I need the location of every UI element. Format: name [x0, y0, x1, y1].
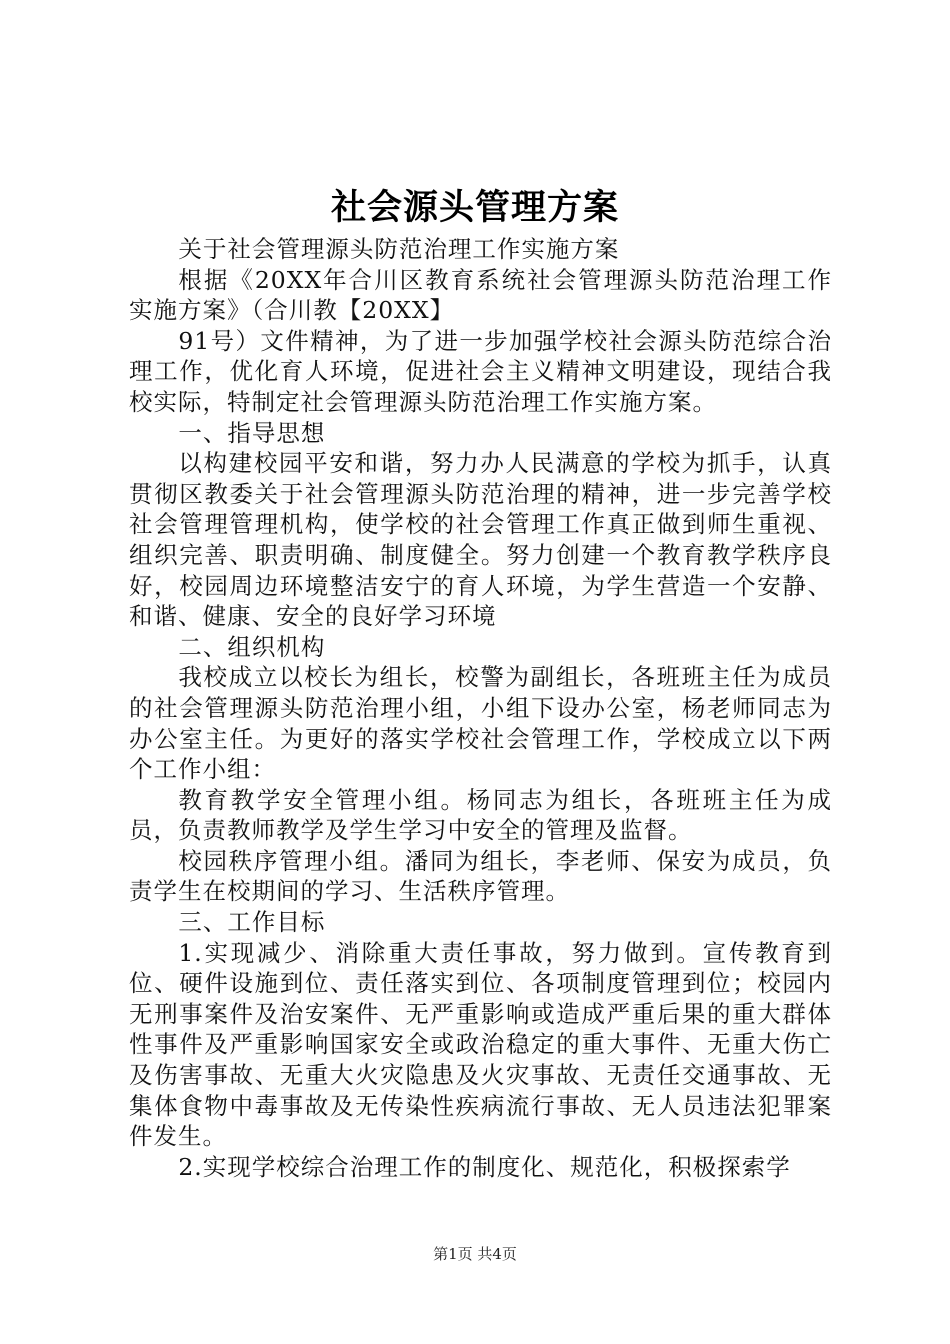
paragraph-purpose: 91号）文件精神，为了进一步加强学校社会源头防范综合治理工作，优化育人环境，促进社会主义精神文明建设，现结合我校实际，特制定社会管理源头防范治理工作实施方案。 — [129, 326, 832, 416]
document-title: 社会源头管理方案 — [330, 187, 619, 228]
section-heading-organization: 二、组织机构 — [178, 632, 326, 661]
paragraph-guiding-thought: 以构建校园平安和谐，努力办人民满意的学校为抓手，认真贯彻区教委关于社会管理源头防范治理的精神，进一步完善学校社会管理管理机构，使学校的社会管理工作真正做到师生重视、组织完善、职责明确、制度健全。努力创建一个教育教学秩序良好，校园周边环境整洁安宁的育人环境，为学生营造一个安静、和谐、健康、安全的良好学习环境 — [129, 449, 832, 631]
document-body — [129, 234, 832, 1182]
page-footer: 第1页 共4页 — [433, 1245, 517, 1263]
paragraph-basis: 根据《20XX年合川区教育系统社会管理源头防范治理工作实施方案》（合川教【20XX】 — [129, 265, 832, 325]
paragraph-subtitle: 关于社会管理源头防范治理工作实施方案 — [178, 235, 620, 263]
section-heading-guiding-thought: 一、指导思想 — [178, 418, 326, 447]
paragraph-organization: 我校成立以校长为组长，校警为副组长，各班班主任为成员的社会管理源头防范治理小组，小组下设办公室，杨老师同志为办公室主任。为更好的落实学校社会管理工作，学校成立以下两个工作小组： — [129, 663, 832, 784]
paragraph-campus-order-group: 校园秩序管理小组。潘同为组长，李老师、保安为成员，负责学生在校期间的学习、生活秩序管理。 — [129, 846, 832, 906]
paragraph-teaching-safety-group: 教育教学安全管理小组。杨同志为组长，各班班主任为成员，负责教师教学及学生学习中安全的管理及监督。 — [129, 785, 832, 845]
paragraph-goal-2: 2.实现学校综合治理工作的制度化、规范化，积极探索学 — [178, 1152, 791, 1181]
paragraph-goal-1: 1.实现减少、消除重大责任事故，努力做到。宣传教育到位、硬件设施到位、责任落实到位、各项制度管理到位；校园内无刑事案件及治安案件、无严重影响或造成严重后果的重大群体性事件及严重影响国家安全或政治稳定的重大事件、无重大伤亡及伤害事故、无重大火灾隐患及火灾事故、无责任交通事故、无集体食物中毒事故及无传染性疾病流行事故、无人员违法犯罪案件发生。 — [129, 938, 832, 1151]
section-heading-goals: 三、工作目标 — [178, 908, 326, 937]
